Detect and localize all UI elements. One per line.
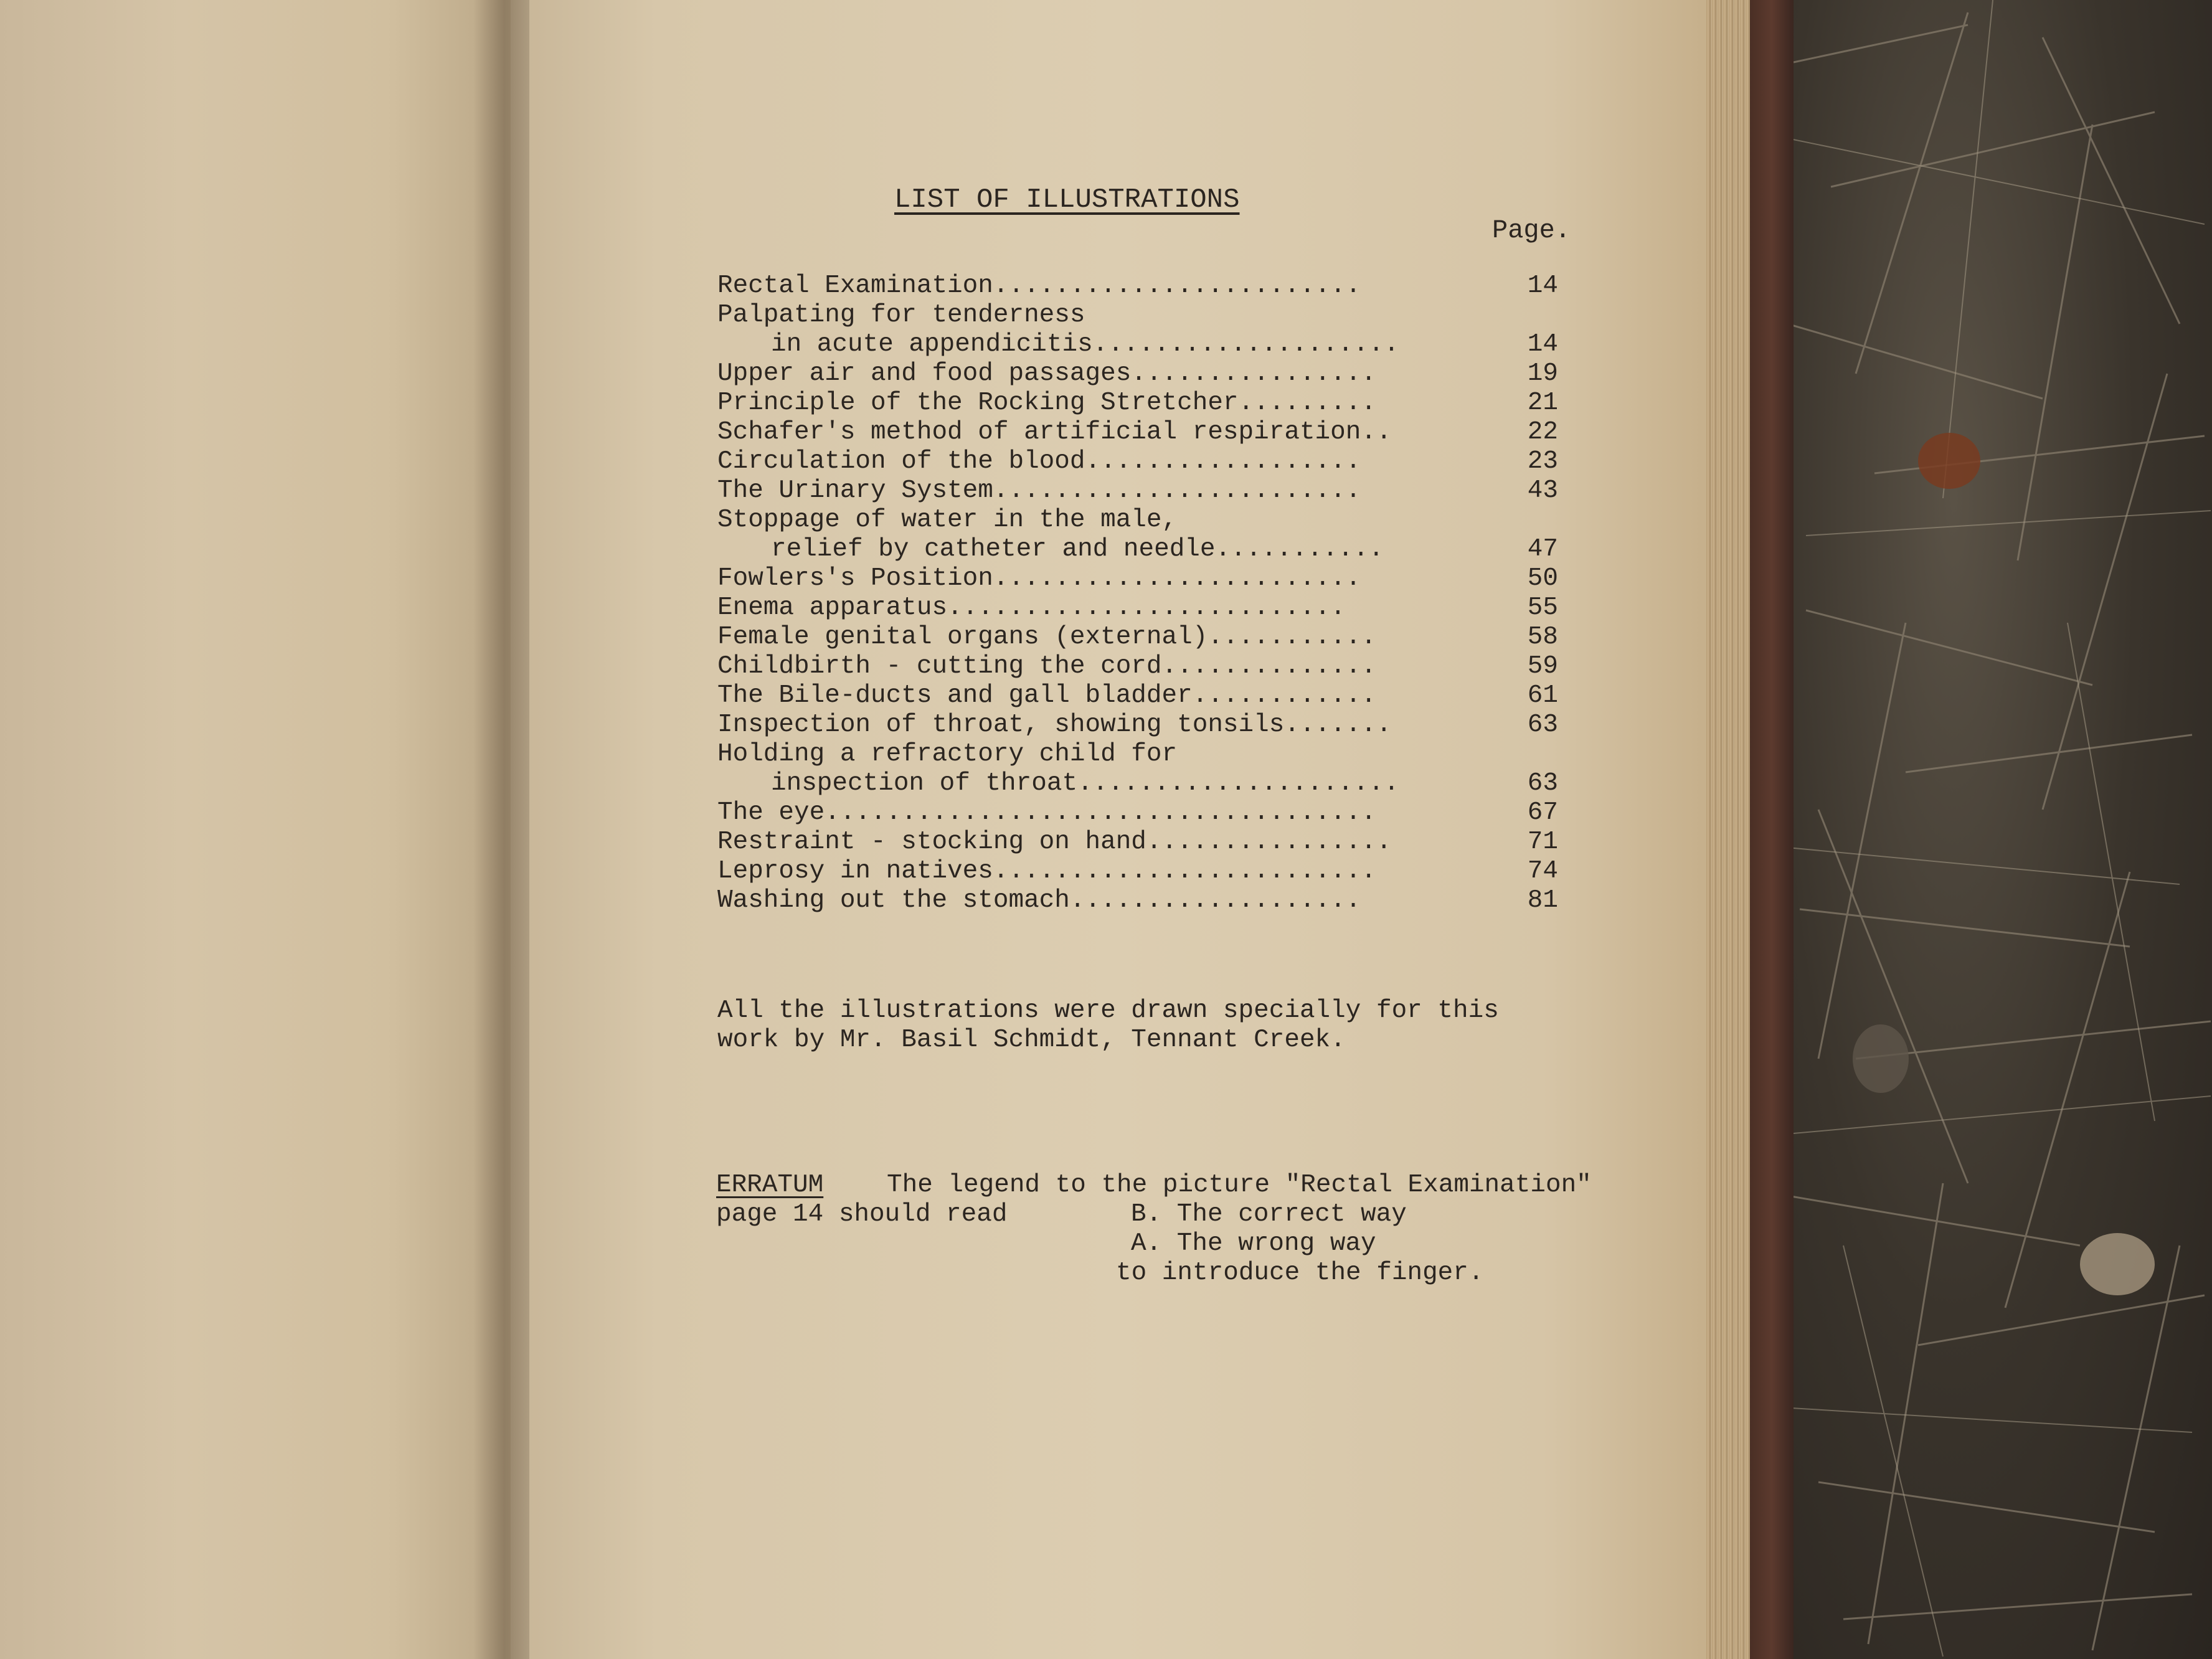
- entry-title: Childbirth - cutting the cord..............: [717, 652, 1376, 681]
- erratum-finger-line: to introduce the finger.: [1116, 1259, 1484, 1287]
- list-item: [717, 857, 1577, 886]
- entry-title: Circulation of the blood..................: [717, 447, 1361, 476]
- erratum-label: ERRATUM: [716, 1171, 824, 1199]
- entry-title: Female genital organs (external)...........: [717, 623, 1376, 651]
- erratum-note: [716, 1171, 1700, 1308]
- entry-title: The Bile-ducts and gall bladder............: [717, 681, 1376, 710]
- entry-title: Enema apparatus..........................: [717, 593, 1346, 622]
- list-item: [717, 564, 1577, 593]
- erratum-line-2: page 14 should read: [716, 1200, 1008, 1229]
- list-item: [717, 623, 1577, 652]
- list-item: [717, 740, 1577, 769]
- entry-title: Fowlers's Position........................: [717, 564, 1361, 593]
- list-item: [717, 769, 1577, 798]
- entry-title: Upper air and food passages................: [717, 359, 1376, 388]
- entry-title: Principle of the Rocking Stretcher.........: [717, 389, 1376, 417]
- illustration-credit: [717, 996, 1499, 1055]
- entry-title: The Urinary System........................: [717, 476, 1361, 505]
- entry-page: 71: [1527, 828, 1558, 856]
- entry-page: 23: [1527, 447, 1558, 476]
- entry-page: 19: [1527, 359, 1558, 388]
- pine-needles-drawing: [1781, 0, 2212, 1659]
- entry-page: 74: [1527, 857, 1558, 886]
- list-item: [717, 681, 1577, 711]
- entry-page: 59: [1527, 652, 1558, 681]
- entry-title: Rectal Examination........................: [717, 272, 1361, 300]
- list-item: [717, 418, 1577, 447]
- page-heading: LIST OF ILLUSTRATIONS: [894, 184, 1240, 215]
- credit-line-1: All the illustrations were drawn specially for this: [717, 996, 1499, 1025]
- entry-page: 21: [1527, 389, 1558, 417]
- list-item: [717, 886, 1577, 915]
- list-item: [717, 301, 1577, 330]
- list-item: [717, 476, 1577, 506]
- list-item: [717, 330, 1577, 359]
- entry-title: relief by catheter and needle...........: [771, 535, 1384, 564]
- entry-title: Inspection of throat, showing tonsils.......: [717, 711, 1392, 739]
- entry-page: 55: [1527, 593, 1558, 622]
- entry-title: Schafer's method of artificial respiration..: [717, 418, 1392, 447]
- entry-page: 63: [1527, 769, 1558, 798]
- left-book-page: [0, 0, 517, 1659]
- entry-page: 14: [1527, 330, 1558, 359]
- entry-title: in acute appendicitis....................: [771, 330, 1399, 359]
- book-cover-edge: [1750, 0, 1794, 1659]
- illustrations-list: [717, 272, 1577, 915]
- entry-page: 67: [1527, 798, 1558, 827]
- erratum-wrong-way: A. The wrong way: [1131, 1229, 1376, 1258]
- entry-page: 63: [1527, 711, 1558, 739]
- list-item: [717, 359, 1577, 389]
- entry-page: 50: [1527, 564, 1558, 593]
- list-item: [717, 272, 1577, 301]
- entry-title: The eye....................................: [717, 798, 1376, 827]
- page-edges: [1706, 0, 1750, 1659]
- list-item: [717, 506, 1577, 535]
- entry-title: Restraint - stocking on hand................: [717, 828, 1392, 856]
- list-item: [717, 711, 1577, 740]
- list-item: [717, 389, 1577, 418]
- pine-needle-background: [1781, 0, 2212, 1659]
- list-item: [717, 447, 1577, 476]
- entry-title: Palpating for tenderness: [717, 301, 1085, 329]
- list-item: [717, 652, 1577, 681]
- page-column-label: Page.: [1492, 215, 1571, 245]
- credit-line-2: work by Mr. Basil Schmidt, Tennant Creek.: [717, 1026, 1346, 1054]
- entry-title: Washing out the stomach...................: [717, 886, 1361, 915]
- entry-page: 58: [1527, 623, 1558, 651]
- entry-title: Leprosy in natives.........................: [717, 857, 1376, 886]
- entry-page: 47: [1527, 535, 1558, 564]
- entry-page: 22: [1527, 418, 1558, 447]
- entry-page: 81: [1527, 886, 1558, 915]
- list-item: [717, 593, 1577, 623]
- list-item: [717, 828, 1577, 857]
- list-item: [717, 535, 1577, 564]
- list-item: [717, 798, 1577, 828]
- entry-page: 14: [1527, 272, 1558, 300]
- book-gutter: [473, 0, 529, 1659]
- entry-title: inspection of throat.....................: [771, 769, 1399, 798]
- entry-title: Stoppage of water in the male,: [717, 506, 1178, 534]
- entry-page: 43: [1527, 476, 1558, 505]
- erratum-correct-way: B. The correct way: [1131, 1200, 1407, 1229]
- entry-page: 61: [1527, 681, 1558, 710]
- entry-title: Holding a refractory child for: [717, 740, 1178, 768]
- erratum-line-1: The legend to the picture "Rectal Examination": [887, 1171, 1592, 1199]
